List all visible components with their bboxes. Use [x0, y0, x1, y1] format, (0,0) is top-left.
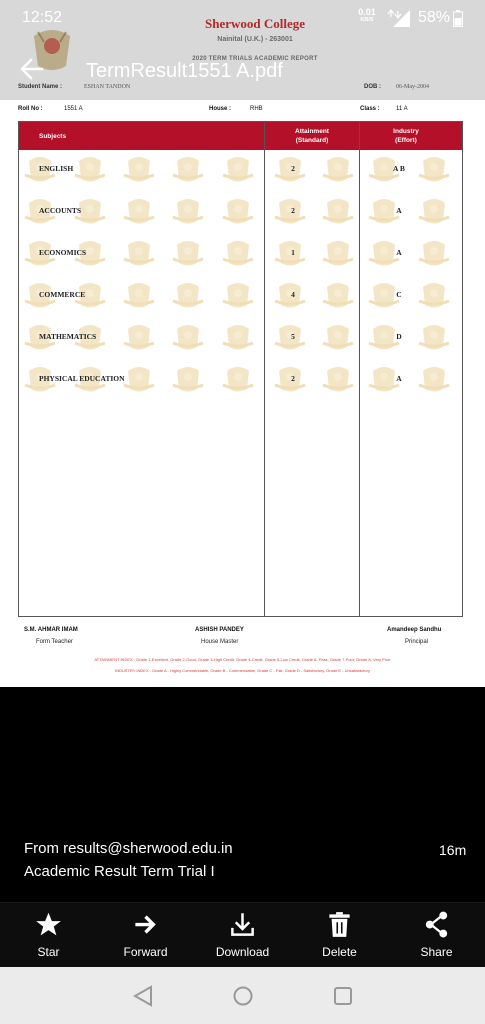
result-table-header — [19, 122, 462, 150]
signature-role: House Master — [201, 639, 239, 645]
network-speed-value: 0.01 — [358, 7, 376, 17]
signature-role: Principal — [405, 639, 429, 645]
roll-label: Roll No : — [18, 106, 43, 112]
subject-name: MATHEMATICS — [39, 332, 97, 341]
arrow-left-icon[interactable] — [20, 58, 44, 80]
signal-icon — [386, 8, 412, 28]
table-row — [19, 332, 462, 346]
attainment-grade: 5 — [291, 332, 295, 341]
industry-grade: A — [396, 206, 402, 215]
industry-grade: D — [396, 332, 402, 341]
network-speed — [354, 8, 380, 24]
student-name-label: Student Name : — [18, 84, 63, 90]
signature-form-teacher — [24, 627, 78, 645]
signature-role: Form Teacher — [36, 639, 73, 645]
table-row — [19, 164, 462, 178]
house-value: RHB — [250, 106, 263, 112]
subject-name: ACCOUNTS — [39, 206, 82, 215]
recents-square-icon[interactable] — [331, 984, 355, 1008]
col-attainment-title: Attainment — [295, 128, 329, 135]
back-triangle-icon[interactable] — [131, 984, 155, 1008]
signature-name: Amandeep Sandhu — [387, 627, 442, 633]
download-button[interactable] — [194, 903, 291, 968]
signature-principal — [387, 627, 441, 645]
attainment-index: ATTAINMENT INDEX : Grade 1-Excellent, Grade 2-Good, Grade 3-High Credit, Grade 4-Credit, Grade 5-Low Credit, Grade 6- Pass, Grade 7-Poor, Grade 8- Very Poor — [94, 657, 391, 662]
attainment-grade: 2 — [291, 206, 295, 215]
industry-grade: C — [396, 290, 402, 299]
subject-name: PHYSICAL EDUCATION — [39, 374, 125, 383]
download-icon — [229, 911, 256, 938]
table-row — [19, 248, 462, 262]
subject-name: COMMERCE — [39, 290, 86, 299]
forward-button[interactable] — [97, 903, 194, 968]
file-title: TermResult1551 A.pdf — [86, 60, 283, 82]
subject-name: ECONOMICS — [39, 248, 87, 257]
system-navigation-bar — [0, 967, 485, 1024]
signature-name: S.M. AHMAR IMAM — [24, 627, 78, 633]
email-sender: From results@sherwood.edu.in — [24, 840, 233, 857]
trash-icon — [326, 911, 353, 938]
roll-value: 1551 A — [64, 106, 83, 112]
table-row — [19, 374, 462, 388]
table-row — [19, 206, 462, 220]
dob-label: DOB : — [364, 84, 381, 90]
battery-icon — [453, 10, 463, 27]
share-label: Share — [420, 945, 453, 959]
home-circle-icon[interactable] — [231, 984, 255, 1008]
signature-house-master — [195, 627, 244, 645]
industry-grade: A — [396, 374, 402, 383]
subject-name: ENGLISH — [39, 164, 74, 173]
share-icon — [423, 911, 450, 938]
school-address: Nainital (U.K.) - 263001 — [217, 36, 293, 43]
forward-arrow-icon — [132, 911, 159, 938]
status-bar — [0, 0, 485, 34]
attainment-grade: 2 — [291, 374, 295, 383]
forward-label: Forward — [123, 945, 168, 959]
star-label: Star — [37, 945, 60, 959]
student-info-row — [18, 106, 468, 116]
network-speed-unit: KB/S — [360, 17, 374, 23]
school-name: Sherwood College — [204, 16, 306, 31]
share-button[interactable] — [388, 903, 485, 968]
attainment-grade: 1 — [291, 248, 295, 257]
table-row — [19, 290, 462, 304]
pdf-viewer-toolbar — [0, 36, 485, 101]
attachment-action-bar — [0, 902, 485, 967]
status-time: 12:52 — [22, 9, 63, 26]
email-age: 16m — [439, 842, 467, 858]
delete-button[interactable] — [291, 903, 388, 968]
report-title: 2020 TERM TRIALS ACADEMIC REPORT — [192, 56, 318, 62]
star-icon — [35, 911, 62, 938]
dob-value: 06-May-2004 — [396, 84, 429, 90]
attainment-grade: 2 — [291, 164, 295, 173]
battery-level: 58% — [418, 9, 451, 26]
download-label: Download — [215, 945, 270, 959]
class-value: 11 A — [396, 106, 408, 112]
industry-grade: A — [396, 248, 402, 257]
student-name-value: ESHAN TANDON — [84, 84, 131, 90]
col-industry-title: Industry — [393, 128, 419, 135]
star-button[interactable] — [0, 903, 97, 968]
delete-label: Delete — [322, 945, 357, 959]
signature-name: ASHISH PANDEY — [195, 627, 244, 633]
col-attainment-sub: (Standard) — [295, 137, 329, 144]
result-table — [18, 121, 463, 617]
email-subject: Academic Result Term Trial I — [24, 863, 215, 880]
class-label: Class : — [360, 106, 380, 112]
industry-index: INDUSTRY INDEX : Grade A - Highly Commendable, Grade B - Commendable, Grade C - Fair, Grade D - Satisfactory, Grade E - Unsatisfactory — [115, 668, 370, 673]
col-industry-sub: (Effort) — [395, 137, 417, 144]
attainment-grade: 4 — [291, 290, 295, 299]
house-label: House : — [209, 106, 232, 112]
industry-grade: A B — [393, 164, 405, 173]
col-subjects: Subjects — [39, 133, 67, 140]
watermark-pattern — [19, 150, 462, 400]
